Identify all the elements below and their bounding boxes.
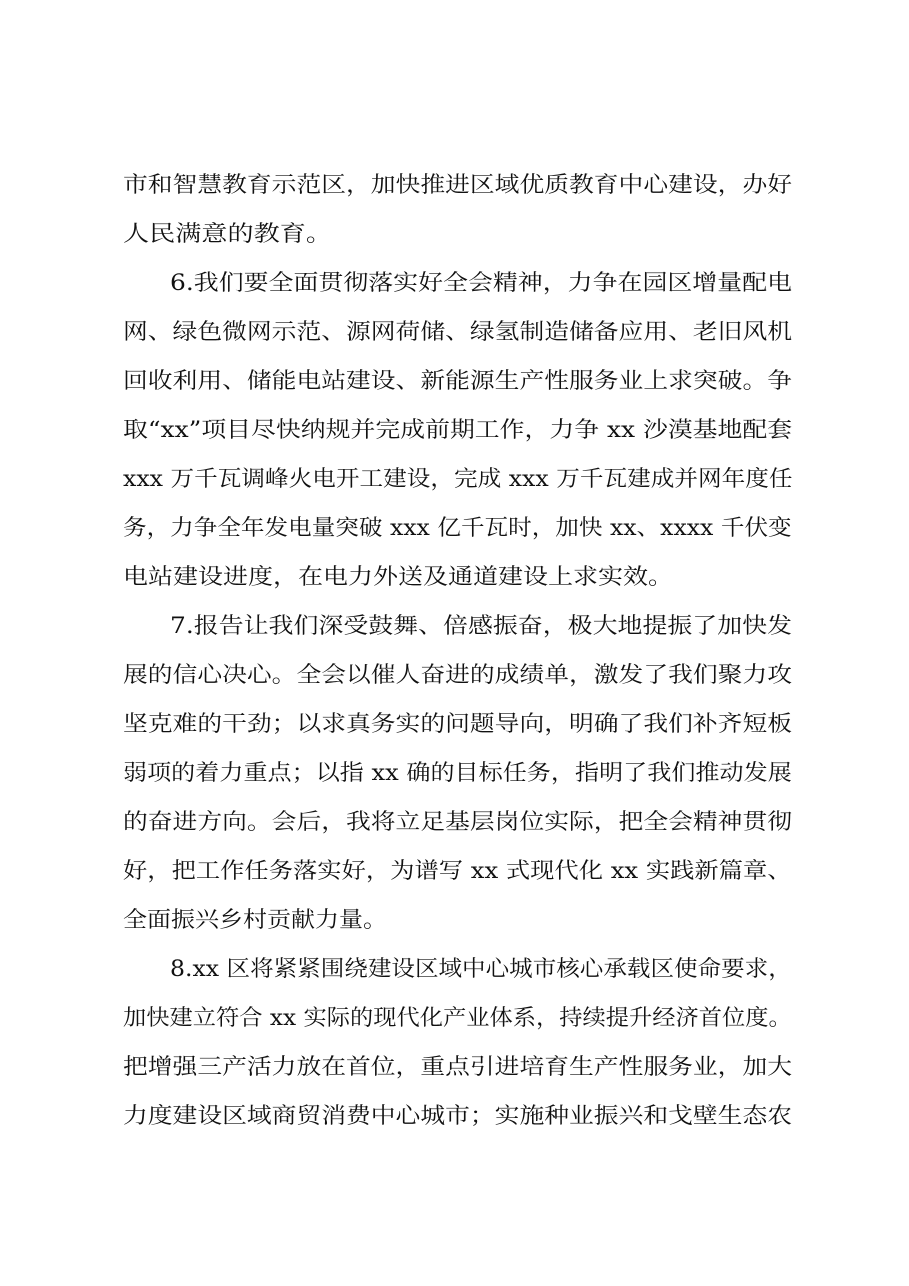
text-line: 弱项的着力重点；以指 xx 确的目标任务，指明了我们推动发展 — [123, 761, 792, 786]
text-line: 好，把工作任务落实好，为谱写 xx 式现代化 xx 实践新篇章、 — [123, 859, 792, 884]
text-line: 取“xx”项目尽快纳规并完成前期工作，力争 xx 沙漠基地配套 — [123, 418, 793, 443]
text-line: 7.报告让我们深受鼓舞、倍感振奋，极大地提振了加快发 — [170, 614, 792, 639]
text-line: 人民满意的教育。 — [123, 222, 333, 247]
text-line: 全面振兴乡村贡献力量。 — [123, 908, 388, 933]
text-line: 加快建立符合 xx 实际的现代化产业体系，持续提升经济首位度。 — [123, 1006, 792, 1031]
text-line: 6.我们要全面贯彻落实好全会精神，力争在园区增量配电 — [170, 271, 792, 296]
text-line: 展的信心决心。全会以催人奋进的成绩单，激发了我们聚力攻 — [123, 663, 793, 688]
text-line: 务，力争全年发电量突破 xxx 亿千瓦时，加快 xx、xxxx 千伏变 — [123, 516, 792, 541]
text-line: 8.xx 区将紧紧围绕建设区域中心城市核心承载区使命要求， — [170, 957, 792, 982]
text-line: 坚克难的干劲；以求真务实的问题导向，明确了我们补齐短板 — [123, 712, 793, 737]
text-line: xxx 万千瓦调峰火电开工建设，完成 xxx 万千瓦建成并网年度任 — [123, 467, 793, 492]
text-line: 回收利用、储能电站建设、新能源生产性服务业上求突破。争 — [123, 369, 793, 394]
text-line: 电站建设进度，在电力外送及通道建设上求实效。 — [123, 565, 674, 590]
text-line: 力度建设区域商贸消费中心城市；实施种业振兴和戈壁生态农 — [123, 1104, 793, 1129]
text-line: 市和智慧教育示范区，加快推进区域优质教育中心建设，办好 — [123, 173, 793, 198]
text-line: 的奋进方向。会后，我将立足基层岗位实际，把全会精神贯彻 — [123, 810, 793, 835]
text-line: 把增强三产活力放在首位，重点引进培育生产性服务业，加大 — [123, 1055, 793, 1080]
text-line: 网、绿色微网示范、源网荷储、绿氢制造储备应用、老旧风机 — [123, 320, 793, 345]
